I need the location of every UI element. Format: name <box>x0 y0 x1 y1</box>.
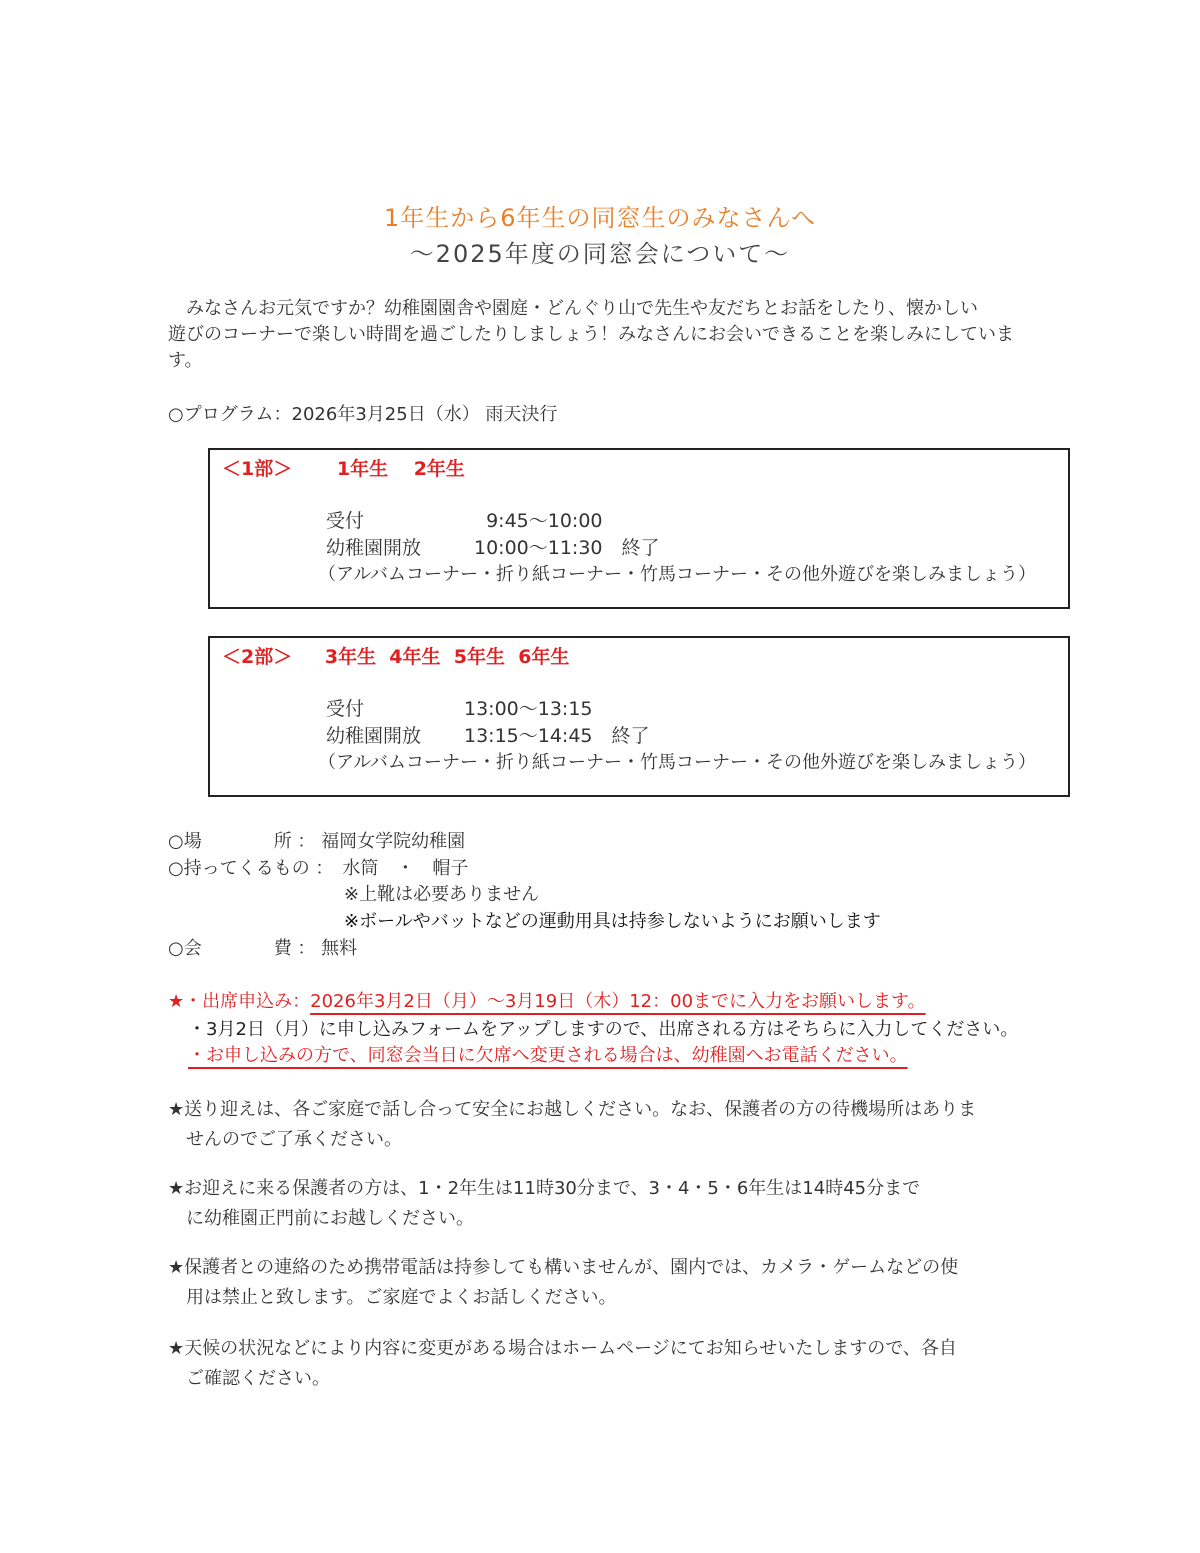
note-line: ★送り迎えは、各ご家庭で話し合って安全にお越しください。なお、保護者の方の待機場所はありま <box>168 1099 977 1120</box>
part1-open-time: 10:00～11:30 終了 <box>474 537 660 559</box>
part1-reception-label: 受付 <box>326 510 365 532</box>
part1-heading <box>222 454 465 481</box>
place-line: ○場 所 ： 福岡女学院幼稚園 <box>168 831 466 852</box>
part2-note: （アルバムコーナー・折り紙コーナー・竹馬コーナー・その他外遊びを楽しみましょう） <box>318 752 1037 773</box>
part2-open-time: 13:15～14:45 終了 <box>464 725 650 747</box>
note-phone <box>168 1253 958 1309</box>
note-line: ★お迎えに来る保護者の方は、1・2年生は11時30分まで、3・4・5・6年生は14時45分まで <box>168 1178 921 1199</box>
part2-label: ＜2部＞ <box>222 646 293 668</box>
part1-label: ＜1部＞ <box>222 458 293 480</box>
apply-line-1 <box>168 987 926 1013</box>
intro-line: す。 <box>168 350 203 371</box>
note-line: 用は禁止と致します。ご家庭でよくお話しください。 <box>168 1287 617 1308</box>
intro-paragraph <box>168 296 1048 374</box>
bring-note-2: ※ボールやバットなどの運動用具は持参しないようにお願いします <box>344 911 881 932</box>
part2-reception-label: 受付 <box>326 698 365 720</box>
note-line: ★保護者との連絡のため携帯電話は持参しても構いませんが、園内では、カメラ・ゲームなどの使 <box>168 1257 959 1278</box>
apply-line-3: ・お申し込みの方で、同窓会当日に欠席へ変更される場合は、幼稚園へお電話ください。 <box>188 1045 908 1066</box>
intro-line: 遊びのコーナーで楽しい時間を過ごしたりしましょう！みなさんにお会いできることを楽しみにしていま <box>168 324 1014 345</box>
intro-line: みなさんお元気ですか？幼稚園園舎や園庭・どんぐり山で先生や友だちとお話をしたり、懐かしい <box>168 298 978 319</box>
note-line: に幼稚園正門前にお越しください。 <box>168 1208 474 1229</box>
part1-open <box>326 533 660 560</box>
program-line: ○プログラム：2026年3月25日（水） 雨天決行 <box>168 404 558 425</box>
note-line: ご確認ください。 <box>168 1368 330 1389</box>
note-line: ★天候の状況などにより内容に変更がある場合はホームページにてお知らせいたしますので、各自 <box>168 1338 957 1359</box>
part2-box <box>208 636 1070 797</box>
apply-prefix: ・出席申込み： <box>184 991 311 1012</box>
part2-open <box>326 721 650 748</box>
part1-reception <box>326 506 603 533</box>
note-line: せんのでご了承ください。 <box>168 1129 402 1150</box>
note-weather <box>168 1334 957 1390</box>
title-line-2: ～2025年度の同窓会について～ <box>409 240 791 268</box>
bring-line: ○持ってくるもの ： 水筒 ・ 帽子 <box>168 858 469 879</box>
part2-grades: 3年生 4年生 5年生 6年生 <box>324 646 570 668</box>
part2-open-label: 幼稚園開放 <box>326 725 422 747</box>
fee-line: ○会 費 ： 無料 <box>168 938 358 959</box>
title-line-1: 1年生から6年生の同窓生のみなさんへ <box>383 204 817 232</box>
apply-period: 2026年3月2日（月）～3月19日（木）12：00までに入力をお願いします。 <box>310 991 926 1012</box>
star-icon: ★ <box>168 991 185 1012</box>
part1-reception-time: 9:45～10:00 <box>474 510 603 532</box>
note-pickup <box>168 1095 976 1151</box>
part1-note: （アルバムコーナー・折り紙コーナー・竹馬コーナー・その他外遊びを楽しみましょう） <box>318 564 1037 585</box>
apply-line-2: ・3月2日（月）に申し込みフォームをアップしますので、出席される方はそちらに入力してください。 <box>188 1019 1019 1040</box>
part2-reception-time: 13:00～13:15 <box>464 698 593 720</box>
part1-open-label: 幼稚園開放 <box>326 537 422 559</box>
bring-note-1: ※上靴は必要ありません <box>344 884 540 905</box>
part2-reception <box>326 694 593 721</box>
note-guardian <box>168 1174 920 1230</box>
part1-box <box>208 448 1070 609</box>
part1-grades: 1年生 2年生 <box>336 458 465 480</box>
part2-heading <box>222 642 569 669</box>
